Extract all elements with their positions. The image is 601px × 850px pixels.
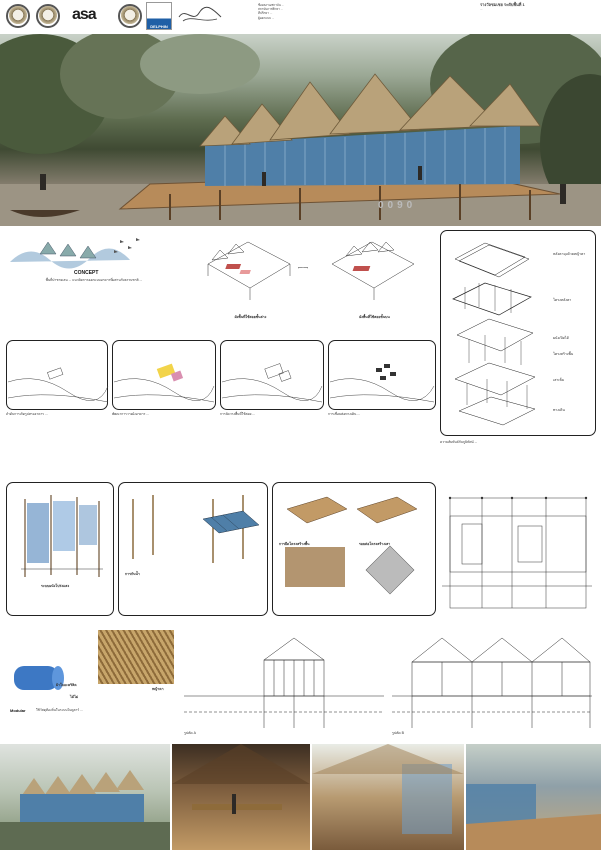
concept-body: พื้นที่ป่าชายเลน ... แนวคิดการออกแบบอาคารที่ผสานกับธรรมชาติ ...	[45, 278, 143, 282]
exploded-label-roof-frame: โครงหลังคา	[553, 298, 572, 302]
render-deck	[466, 744, 601, 850]
render-deck-drawing	[466, 744, 601, 850]
detail-panel-waterproof	[118, 482, 268, 616]
step-text-4: การเชื่อมต่อทางเดิน ...	[328, 412, 361, 416]
site-step-1-drawing	[8, 342, 108, 410]
materials-panel	[6, 624, 176, 742]
detail-label-waterproof: การกันน้ำ	[125, 572, 140, 576]
joint-details-drawing	[277, 489, 433, 609]
swap-arrows-icon: ⟵⟶	[297, 266, 309, 270]
hero-render	[0, 34, 601, 226]
floor-plan-panel	[440, 484, 596, 624]
step-text-5: ความสัมพันธ์กับภูมิทัศน์ ...	[440, 440, 478, 444]
exploded-label-openable-wall: ผนังเปิดได้	[553, 336, 569, 340]
wall-system-drawing	[11, 489, 111, 579]
exploded-label-piles: เสาเข็ม	[553, 378, 565, 382]
plan-lower-label: ผังพื้นที่ใช้สอยชั้นล่าง	[234, 315, 267, 319]
hero-caption: 0090	[378, 200, 417, 211]
project-info-left: ชื่อผลงาน/สถาบัน ... สถาบันการศึกษา ... ที่ปรึกษา ... ผู้ออกแบบ ...	[258, 3, 285, 20]
concept-sketch	[10, 232, 160, 270]
section-b-panel	[390, 630, 596, 740]
render-interior-2-drawing	[312, 744, 464, 850]
asa-logo: asa	[72, 6, 96, 23]
site-step-2	[112, 340, 216, 410]
exploded-label-floor-structure: โครงสร้างพื้น	[553, 352, 574, 356]
render-interior-1	[172, 744, 310, 850]
step-text-1: ลำดับการเกิดรูปทรงอาคาร ...	[6, 412, 48, 416]
exploded-axonometric-panel	[440, 230, 596, 436]
section-b-drawing	[392, 632, 592, 732]
plan-lower-drawing	[198, 234, 298, 302]
plan-upper-drawing	[322, 234, 422, 302]
plan-upper-label: ผังพื้นที่ใช้สอยชั้นบน	[359, 315, 390, 319]
hero-illustration	[0, 34, 601, 226]
detail-label-walls: ระบบผนังโปร่งแสง	[41, 584, 70, 588]
site-step-4	[328, 340, 436, 410]
exploded-label-roof-thatch: หลังคามุงด้วยหญ้าคา	[553, 252, 586, 256]
site-step-2-drawing	[114, 342, 214, 410]
section-a-panel	[182, 630, 386, 740]
institution-seal-logo	[36, 4, 60, 28]
site-step-3	[220, 340, 324, 410]
plan-lower-panel	[188, 230, 313, 326]
section-b-label: รูปตัด B	[392, 731, 404, 735]
site-step-1	[6, 340, 108, 410]
site-step-3-drawing	[222, 342, 322, 410]
materials-body: ใช้วัสดุท้องถิ่นในระบบโมดูลาร์ ...	[36, 708, 83, 712]
floor-plan-drawing	[442, 486, 592, 618]
waterproof-drawing	[123, 489, 263, 569]
render-exterior	[0, 744, 170, 850]
exploded-axonometric-drawing	[445, 239, 555, 429]
section-a-drawing	[184, 632, 384, 732]
project-info-right: รางวัลชมเชย ระดับพื้นที่ 1 ...	[480, 2, 525, 12]
concept-panel	[6, 230, 184, 334]
detail-label-floor: การยึดโครงสร้างพื้น	[279, 542, 310, 546]
dolphin-logo: DELPHIN	[146, 2, 172, 30]
site-step-4-drawing	[330, 342, 434, 410]
detail-panel-walls	[6, 482, 114, 616]
acrylic-canvas-swatch	[10, 658, 70, 698]
exploded-label-walkway: ทางเดิน	[553, 408, 565, 412]
material-label-acrylic: ผ้าใบอะคริลิค	[56, 683, 77, 687]
association-seal-logo	[118, 4, 142, 28]
section-a-label: รูปตัด A	[184, 731, 196, 735]
plan-upper-panel	[312, 230, 437, 326]
detail-panel-joints	[272, 482, 436, 616]
material-label-thatch: หญ้าคา	[152, 687, 164, 691]
render-interior-1-drawing	[172, 744, 310, 850]
sketch-logo	[177, 5, 223, 25]
step-text-2: พัฒนาการวางผังอาคาร ...	[112, 412, 150, 416]
thatch-swatch	[98, 630, 174, 684]
perspective-strip	[0, 744, 601, 850]
render-interior-2	[312, 744, 464, 850]
header	[0, 0, 601, 34]
detail-label-column: รอยต่อโครงสร้างเสา	[359, 542, 391, 546]
material-label-bamboo: ไม้ไผ่	[70, 695, 78, 699]
university-seal-logo	[6, 4, 30, 28]
step-text-3: การจัดวางพื้นที่ใช้สอย ...	[220, 412, 256, 416]
render-exterior-drawing	[0, 744, 170, 850]
materials-title: Modular	[10, 708, 26, 713]
concept-title: CONCEPT	[74, 270, 99, 276]
